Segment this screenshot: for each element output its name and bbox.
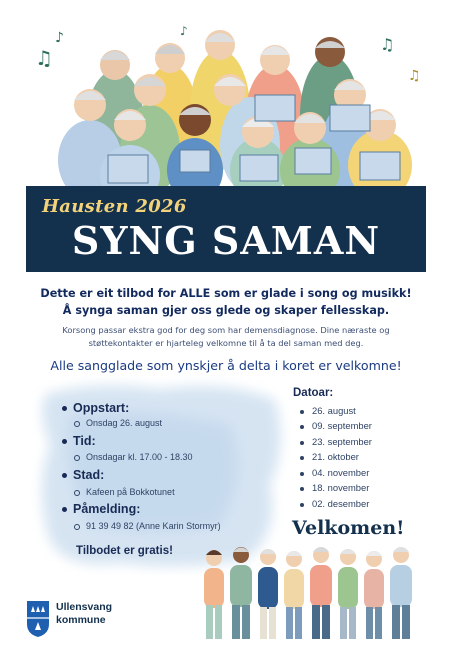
season-label: Hausten 2026 xyxy=(42,196,187,217)
org-name-line-2: kommune xyxy=(56,614,106,626)
date-item: 09. september xyxy=(300,420,372,431)
free-notice: Tilbodet er gratis! xyxy=(76,545,173,557)
info-heading-stad: Stad: xyxy=(62,468,104,482)
date-item: 23. september xyxy=(300,436,372,447)
municipality-logo xyxy=(26,600,50,638)
date-item: 18. november xyxy=(300,482,369,493)
velkomen-heading: Velkomen! xyxy=(292,517,405,539)
info-heading-tid: Tid: xyxy=(62,434,96,448)
date-item: 21. oktober xyxy=(300,451,359,462)
info-detail-oppstart: Onsdag 26. august xyxy=(74,418,162,428)
intro-line-2: Å synga saman gjer oss glede og skaper fellesskap. xyxy=(62,304,390,317)
intro-small-2: støttekontakter er hjarteleg velkomne til å ta del saman med deg. xyxy=(88,338,364,348)
svg-text:♫: ♫ xyxy=(35,46,53,70)
svg-text:♫: ♫ xyxy=(380,35,395,54)
page-title: SYNG SAMAN xyxy=(71,218,381,263)
welcome-line: Alle sangglade som ynskjer å delta i koret er velkomne! xyxy=(50,358,402,373)
info-heading-pamelding: Påmelding: xyxy=(62,502,140,516)
info-detail-pamelding: 91 39 49 82 (Anne Karin Stormyr) xyxy=(74,521,221,531)
walking-group-illustration xyxy=(190,543,430,643)
org-name-line-1: Ullensvang xyxy=(56,601,113,613)
intro-line-1: Dette er eit tilbod for ALLE som er glade i song og musikk! xyxy=(40,287,412,300)
date-item: 26. august xyxy=(300,405,356,416)
info-heading-oppstart: Oppstart: xyxy=(62,401,129,415)
dates-title: Datoar: xyxy=(293,387,334,399)
svg-text:♪: ♪ xyxy=(180,24,188,38)
date-item: 02. desember xyxy=(300,498,369,509)
choir-illustration xyxy=(30,20,422,195)
svg-text:♪: ♪ xyxy=(55,30,64,46)
info-detail-tid: Onsdagar kl. 17.00 - 18.30 xyxy=(74,452,193,462)
intro-small-1: Korsong passar ekstra god for deg som har demensdiagnose. Dine næraste og xyxy=(62,325,390,335)
info-detail-stad: Kafeen på Bokkotunet xyxy=(74,487,175,497)
date-item: 04. november xyxy=(300,467,369,478)
svg-text:♫: ♫ xyxy=(408,68,421,84)
